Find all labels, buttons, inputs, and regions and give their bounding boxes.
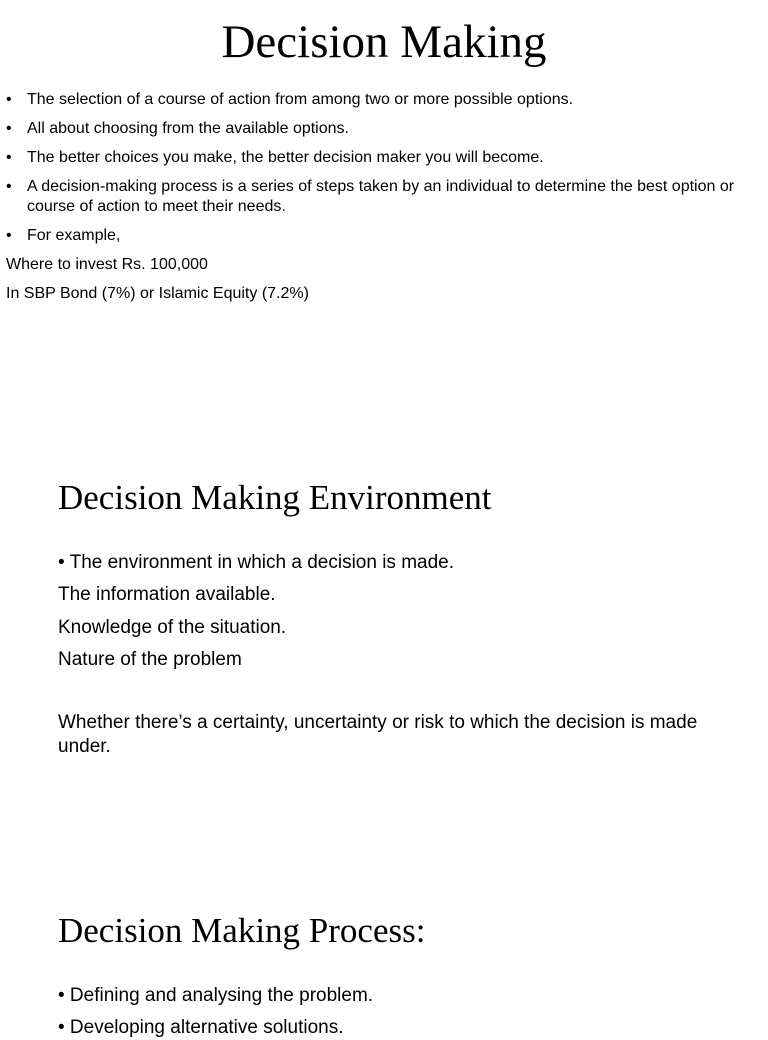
bullet-icon: • (6, 178, 12, 195)
list-item (6, 90, 746, 110)
list-item (6, 119, 746, 139)
list-item (6, 148, 746, 168)
process-section-title: Decision Making Process: (58, 911, 426, 950)
example-options: In SBP Bond (7%) or Islamic Equity (7.2%) (6, 285, 309, 302)
bullet-icon: • (6, 149, 12, 166)
environment-bullet: • The environment in which a decision is made. (58, 552, 455, 573)
process-bullet-partial: • Developing alternative solutions. (58, 1017, 344, 1038)
list-item-text: A decision-making process is a series of steps taken by an individual to determine the best option or course of action to meet their needs. (27, 178, 735, 215)
list-item (6, 226, 746, 246)
bullet-icon: • (6, 91, 12, 108)
list-item-text: All about choosing from the available options. (27, 120, 349, 137)
definition-bullet-list (6, 90, 746, 255)
environment-paragraph: Whether there’s a certainty, uncertainty or risk to which the decision is made under. (58, 712, 698, 757)
process-bullet: • Defining and analysing the problem. (58, 985, 374, 1006)
list-item (6, 177, 746, 217)
page-title: Decision Making (221, 16, 547, 68)
list-item-text: For example, (27, 227, 121, 244)
environment-line: The information available. (58, 584, 276, 605)
example-question: Where to invest Rs. 100,000 (6, 256, 208, 273)
bullet-icon: • (6, 227, 12, 244)
list-item-text: The selection of a course of action from among two or more possible options. (27, 91, 574, 108)
bullet-icon: • (6, 120, 12, 137)
list-item-text: The better choices you make, the better decision maker you will become. (27, 149, 544, 166)
environment-line: Nature of the problem (58, 649, 242, 670)
environment-section-title: Decision Making Environment (58, 478, 492, 517)
environment-line: Knowledge of the situation. (58, 617, 287, 638)
